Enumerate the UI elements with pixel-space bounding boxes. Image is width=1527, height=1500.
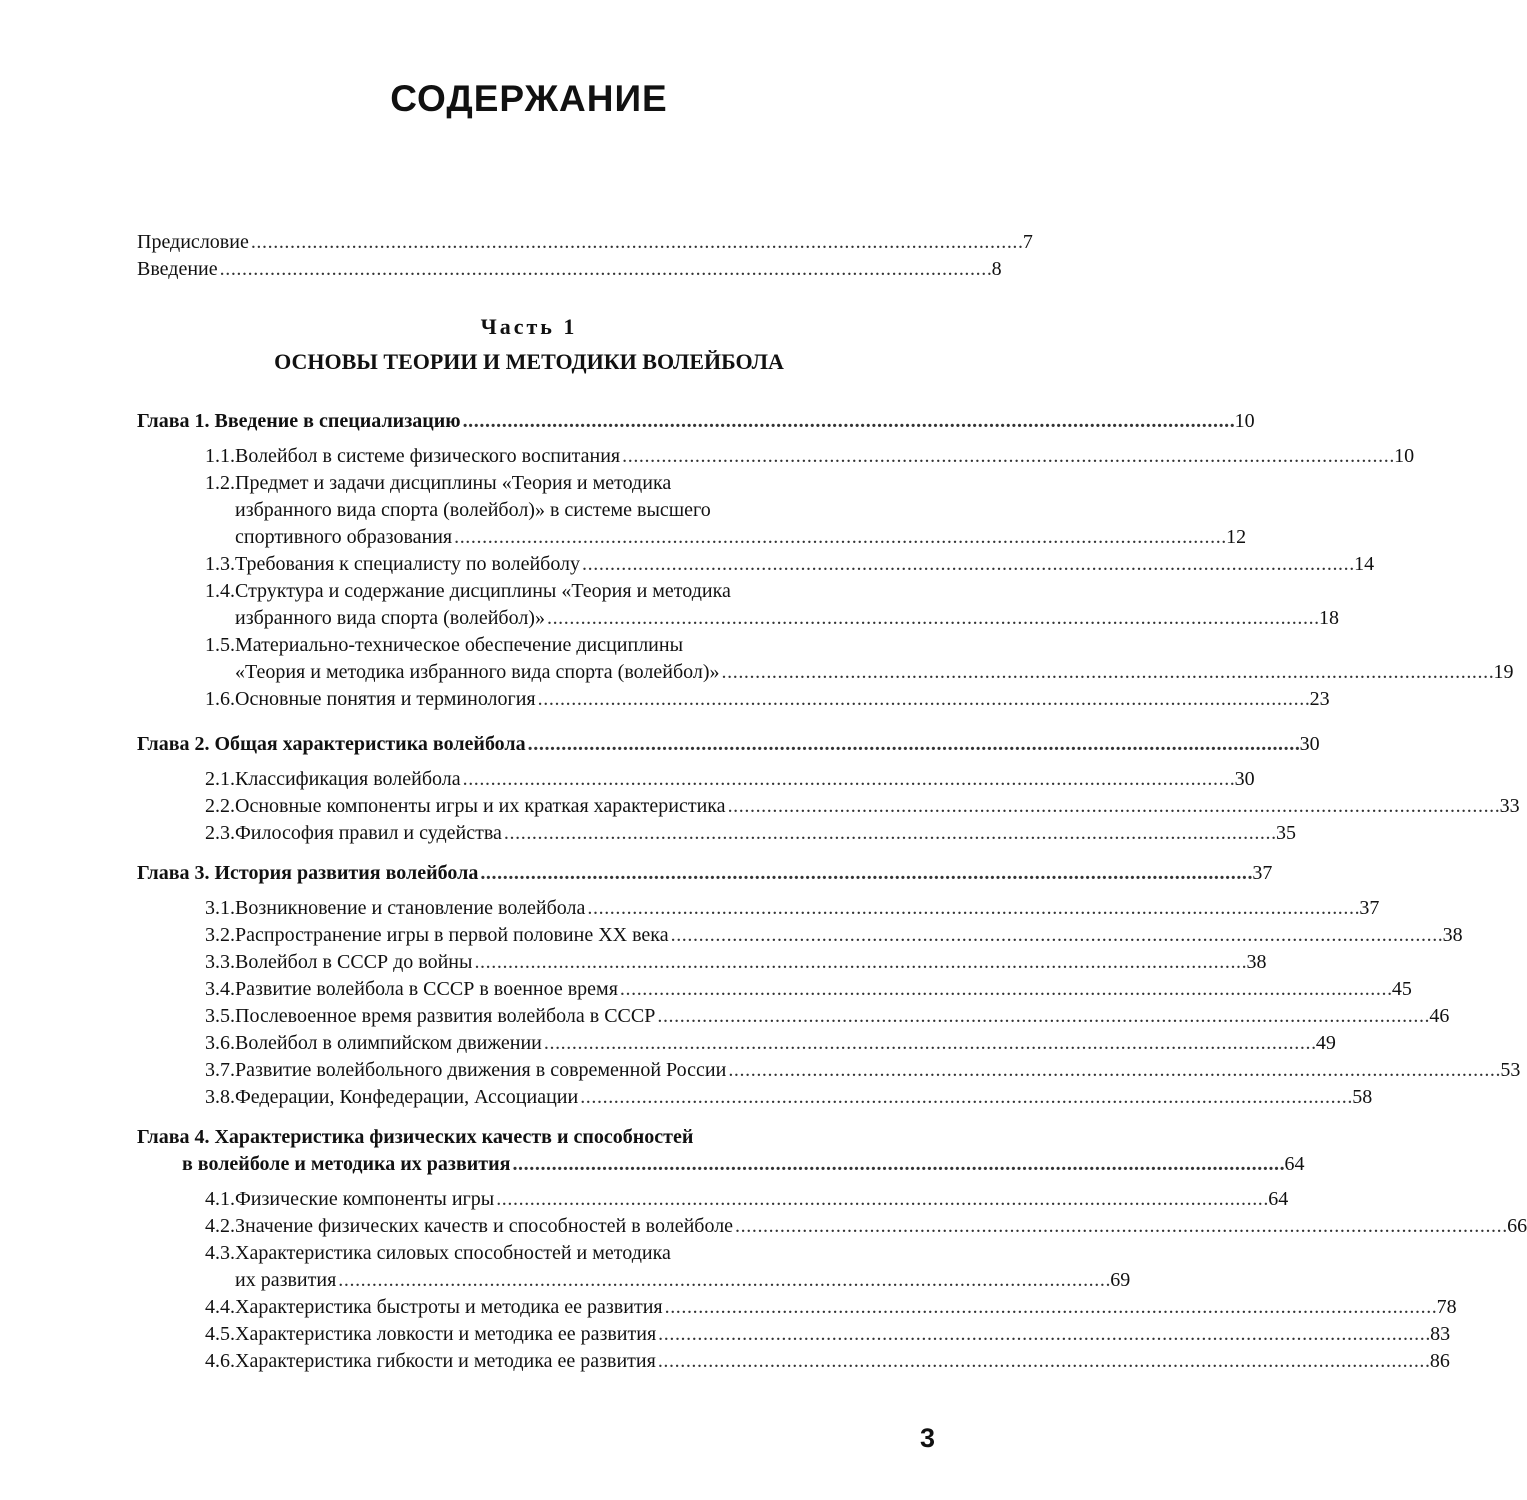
section-title: Федерации, Конфедерации, Ассоциации: [235, 1086, 579, 1108]
section-title-line: Характеристика силовых способностей и методика: [235, 1242, 671, 1264]
section-number: 4.6.: [205, 1350, 235, 1372]
leader-dots: [528, 731, 1298, 758]
section-number: 3.5.: [205, 1005, 235, 1027]
toc-section[interactable]: [205, 976, 1412, 1003]
part-label: Часть 1: [480, 314, 578, 339]
toc-section[interactable]: [205, 766, 1255, 793]
leader-dots: [722, 659, 1492, 686]
toc-chapter-1[interactable]: [137, 408, 1255, 435]
section-number: 3.7.: [205, 1059, 235, 1081]
toc-page-number: 64: [1284, 1153, 1305, 1175]
toc-section[interactable]: [205, 443, 1415, 470]
leader-dots: [544, 1030, 1314, 1057]
leader-dots: [480, 860, 1250, 887]
toc-chapter-3[interactable]: [137, 860, 1273, 887]
section-number: 3.1.: [205, 897, 235, 919]
toc-section[interactable]: [205, 470, 1247, 551]
section-title: Волейбол в олимпийском движении: [235, 1032, 542, 1054]
toc-section[interactable]: [205, 820, 1296, 847]
section-title-line: избранного вида спорта (волейбол)» в системе высшего: [235, 499, 711, 521]
toc-chapter-4[interactable]: [137, 1124, 1305, 1178]
section-number: 3.8.: [205, 1086, 235, 1108]
section-number: 1.5.: [205, 634, 235, 656]
toc-section[interactable]: [205, 1240, 1131, 1294]
toc-section[interactable]: [205, 1084, 1373, 1111]
toc-section[interactable]: [205, 686, 1330, 713]
toc-page-number: 8: [991, 258, 1002, 280]
section-title: Характеристика гибкости и методика ее развития: [235, 1350, 656, 1372]
section-title: Волейбол в СССР до войны: [235, 951, 473, 973]
section-number: 3.4.: [205, 978, 235, 1000]
leader-dots: [665, 1294, 1435, 1321]
toc-page-number: 37: [1359, 897, 1380, 919]
leader-dots: [587, 895, 1357, 922]
toc-section[interactable]: [205, 793, 1520, 820]
section-title: Характеристика ловкости и методика ее развития: [235, 1323, 657, 1345]
section-title: Распространение игры в первой половине XX века: [235, 924, 669, 946]
section-number: 1.3.: [205, 553, 235, 575]
toc-page-number: 86: [1429, 1350, 1450, 1372]
part-title: ОСНОВЫ ТЕОРИИ И МЕТОДИКИ ВОЛЕЙБОЛА: [274, 349, 784, 374]
section-number: 2.1.: [205, 768, 235, 790]
toc-page-number: 18: [1318, 607, 1339, 629]
leader-dots: [671, 922, 1441, 949]
section-title: Классификация волейбола: [235, 768, 461, 790]
toc-section[interactable]: [205, 895, 1380, 922]
toc-page-number: 38: [1246, 951, 1267, 973]
leader-dots: [658, 1348, 1428, 1375]
section-title: спортивного образования: [235, 526, 453, 548]
toc-page-number: 10: [1394, 445, 1415, 467]
leader-dots: [728, 1057, 1498, 1084]
page-folio-number: 3: [920, 1423, 936, 1453]
toc-section[interactable]: [205, 1003, 1450, 1030]
toc-chapter-2[interactable]: [137, 731, 1320, 758]
section-number: 4.2.: [205, 1215, 235, 1237]
section-number: 1.2.: [205, 472, 235, 494]
section-title: Основные компоненты игры и их краткая характеристика: [235, 795, 726, 817]
section-title: Основные понятия и терминология: [235, 688, 536, 710]
page-title: СОДЕРЖАНИЕ: [390, 78, 668, 119]
leader-dots: [220, 256, 990, 283]
leader-dots: [547, 605, 1317, 632]
chapter-title: Глава 1. Введение в специализацию: [137, 410, 461, 432]
toc-page-number: 19: [1493, 661, 1514, 683]
section-number: 3.2.: [205, 924, 235, 946]
leader-dots: [474, 949, 1244, 976]
toc-entry-introduction[interactable]: [137, 256, 1002, 283]
toc-page-number: 49: [1315, 1032, 1336, 1054]
toc-section[interactable]: [205, 1057, 1521, 1084]
leader-dots: [728, 793, 1498, 820]
leader-dots: [580, 1084, 1350, 1111]
section-number: 4.1.: [205, 1188, 235, 1210]
chapter-title: в волейболе и методика их развития: [182, 1153, 511, 1175]
toc-page-number: 30: [1234, 768, 1255, 790]
leader-dots: [622, 443, 1392, 470]
toc-entry-preface[interactable]: [137, 229, 1033, 256]
section-title: их развития: [235, 1269, 337, 1291]
toc-page-number: 38: [1442, 924, 1463, 946]
section-title: «Теория и методика избранного вида спорта (волейбол)»: [235, 661, 720, 683]
section-title-line: Структура и содержание дисциплины «Теория и методика: [235, 580, 731, 602]
toc-section[interactable]: [205, 551, 1375, 578]
section-title: Физические компоненты игры: [235, 1188, 495, 1210]
chapter-title: Глава 2. Общая характеристика волейбола: [137, 733, 526, 755]
leader-dots: [251, 229, 1021, 256]
section-number: 2.3.: [205, 822, 235, 844]
leader-dots: [504, 820, 1274, 847]
toc-page-number: 83: [1430, 1323, 1451, 1345]
leader-dots: [620, 976, 1390, 1003]
toc-section[interactable]: [205, 922, 1463, 949]
leader-dots: [658, 1321, 1428, 1348]
section-title: Значение физических качеств и способностей в волейболе: [235, 1215, 734, 1237]
section-title: Философия правил и судейства: [235, 822, 502, 844]
toc-page-number: 12: [1226, 526, 1247, 548]
toc-page-number: 37: [1252, 862, 1273, 884]
leader-dots: [338, 1267, 1108, 1294]
toc-section[interactable]: [205, 1348, 1450, 1375]
toc-page-number: 35: [1275, 822, 1296, 844]
toc-page-number: 58: [1352, 1086, 1373, 1108]
section-number: 4.5.: [205, 1323, 235, 1345]
toc-section[interactable]: [205, 578, 1339, 632]
toc-page-number: 23: [1309, 688, 1330, 710]
leader-dots: [735, 1213, 1505, 1240]
toc-section[interactable]: [205, 1186, 1289, 1213]
section-number: 1.6.: [205, 688, 235, 710]
section-title-line: Материально-техническое обеспечение дисциплины: [235, 634, 684, 656]
section-title-line: Предмет и задачи дисциплины «Теория и методика: [235, 472, 672, 494]
section-title: Характеристика быстроты и методика ее развития: [235, 1296, 663, 1318]
section-number: 1.4.: [205, 580, 235, 602]
chapter-title: Глава 3. История развития волейбола: [137, 862, 479, 884]
toc-page-number: 33: [1499, 795, 1520, 817]
toc-page-number: 30: [1299, 733, 1320, 755]
toc-section[interactable]: [205, 1030, 1336, 1057]
toc-section[interactable]: [205, 1321, 1451, 1348]
toc-section[interactable]: [205, 949, 1267, 976]
section-number: 1.1.: [205, 445, 235, 467]
leader-dots: [582, 551, 1352, 578]
toc-page-number: 78: [1436, 1296, 1457, 1318]
section-title: Возникновение и становление волейбола: [235, 897, 586, 919]
toc-section[interactable]: [205, 1294, 1457, 1321]
leader-dots: [512, 1151, 1282, 1178]
section-number: 4.4.: [205, 1296, 235, 1318]
section-title: Послевоенное время развития волейбола в СССР: [235, 1005, 656, 1027]
leader-dots: [538, 686, 1308, 713]
leader-dots: [463, 408, 1233, 435]
section-title: Требования к специалисту по волейболу: [235, 553, 581, 575]
toc-page-number: 14: [1354, 553, 1375, 575]
section-number: 2.2.: [205, 795, 235, 817]
section-title: избранного вида спорта (волейбол)»: [235, 607, 545, 629]
toc-page-number: 69: [1110, 1269, 1131, 1291]
toc-page-number: 46: [1429, 1005, 1450, 1027]
toc-page-number: 64: [1268, 1188, 1289, 1210]
section-number: 3.6.: [205, 1032, 235, 1054]
section-title: Развитие волейбольного движения в современной России: [235, 1059, 727, 1081]
section-title: Развитие волейбола в СССР в военное время: [235, 978, 618, 1000]
toc-page-number: 45: [1391, 978, 1412, 1000]
section-number: 4.3.: [205, 1242, 235, 1264]
chapter-title-line: Глава 4. Характеристика физических качеств и способностей: [137, 1126, 694, 1148]
leader-dots: [454, 524, 1224, 551]
leader-dots: [657, 1003, 1427, 1030]
toc-page-number: 7: [1022, 231, 1033, 253]
section-title: Волейбол в системе физического воспитания: [235, 445, 621, 467]
section-number: 3.3.: [205, 951, 235, 973]
toc-entry-title: Предисловие: [137, 231, 249, 253]
leader-dots: [496, 1186, 1266, 1213]
toc-page-number: 10: [1234, 410, 1255, 432]
toc-section[interactable]: [205, 1213, 1527, 1240]
toc-page-number: 66: [1507, 1215, 1527, 1237]
toc-entry-title: Введение: [137, 258, 218, 280]
leader-dots: [463, 766, 1233, 793]
toc-section[interactable]: [205, 632, 1514, 686]
toc-page-number: 53: [1500, 1059, 1521, 1081]
